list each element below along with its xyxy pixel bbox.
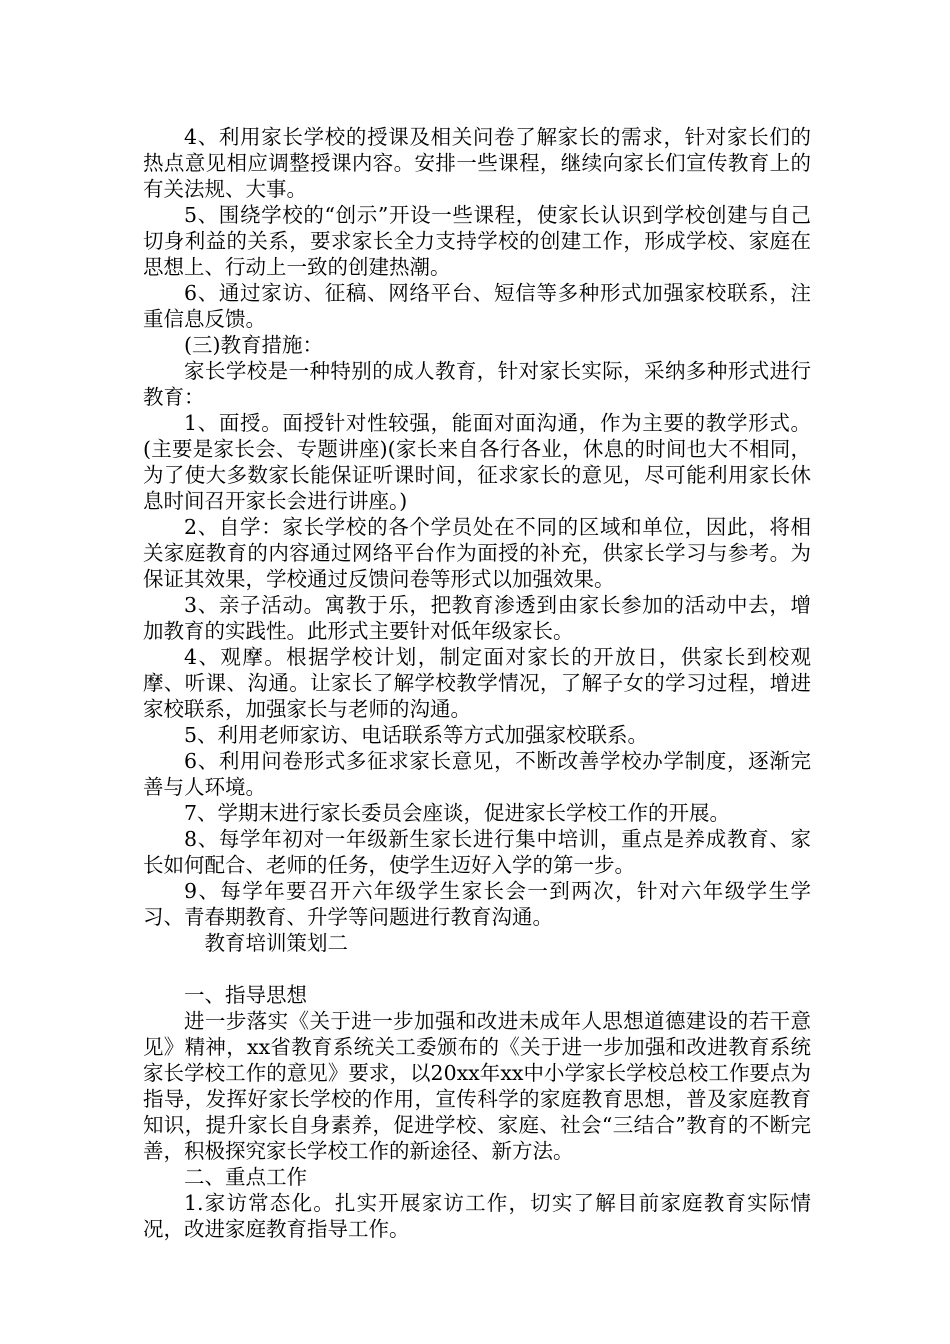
paragraph: 2、自学：家长学校的各个学员处在不同的区域和单位，因此，将相关家庭教育的内容通过网络平台作为面授的补充，供家长学习与参考。为保证其效果，学校通过反馈问卷等形式以加强效果。 — [143, 515, 811, 591]
paragraph: 1.家访常态化。扎实开展家访工作，切实了解目前家庭教育实际情况，改进家庭教育指导工作。 — [143, 1191, 811, 1241]
paragraph: 4、利用家长学校的授课及相关问卷了解家长的需求，针对家长们的热点意见相应调整授课内容。安排一些课程，继续向家长们宣传教育上的有关法规、大事。 — [143, 125, 811, 201]
paragraph: 家长学校是一种特别的成人教育，针对家长实际，采纳多种形式进行教育： — [143, 359, 811, 409]
paragraph: 8、每学年初对一年级新生家长进行集中培训，重点是养成教育、家长如何配合、老师的任务，使学生迈好入学的第一步。 — [143, 827, 811, 877]
subheading: 二、重点工作 — [184, 1165, 307, 1189]
paragraph: 1、面授。面授针对性较强，能面对面沟通，作为主要的教学形式。(主要是家长会、专题讲座)(家长来自各行各业，休息的时间也大不相同，为了使大多数家长能保证听课时间，征求家长的意见，尽可能利用家长休息时间召开家长会进行讲座。) — [143, 411, 811, 513]
paragraph: 6、通过家访、征稿、网络平台、短信等多种形式加强家校联系，注重信息反馈。 — [143, 281, 811, 331]
blank-line — [143, 956, 811, 982]
paragraph: 5、围绕学校的“创示”开设一些课程，使家长认识到学校创建与自己切身利益的关系，要求家长全力支持学校的创建工作，形成学校、家庭在思想上、行动上一致的创建热潮。 — [143, 203, 811, 279]
document-body — [143, 124, 811, 1242]
paragraph: 进一步落实《关于进一步加强和改进未成年人思想道德建设的若干意见》精神，xx省教育系统关工委颁布的《关于进一步加强和改进教育系统家长学校工作的意见》要求，以20xx年xx中小学家长学校总校工作要点为指导，发挥好家长学校的作用，宣传科学的家庭教育思想，普及家庭教育知识，提升家长自身素养，促进学校、家庭、社会“三结合”教育的不断完善，积极探究家长学校工作的新途径、新方法。 — [143, 1009, 811, 1163]
paragraph: 3、亲子活动。寓教于乐，把教育渗透到由家长参加的活动中去，增加教育的实践性。此形式主要针对低年级家长。 — [143, 593, 811, 643]
paragraph: 4、观摩。根据学校计划，制定面对家长的开放日，供家长到校观摩、听课、沟通。让家长了解学校教学情况，了解子女的学习过程，增进家校联系，加强家长与老师的沟通。 — [143, 645, 811, 721]
paragraph: 9、每学年要召开六年级学生家长会一到两次，针对六年级学生学习、青春期教育、升学等问题进行教育沟通。 — [143, 879, 811, 929]
subheading: (三)教育措施： — [184, 333, 323, 357]
paragraph: 7、学期末进行家长委员会座谈，促进家长学校工作的开展。 — [184, 801, 731, 825]
subheading: 一、指导思想 — [184, 983, 307, 1007]
section-title: 教育培训策划二 — [204, 931, 348, 955]
paragraph: 5、利用老师家访、电话联系等方式加强家校联系。 — [184, 723, 649, 747]
paragraph: 6、利用问卷形式多征求家长意见，不断改善学校办学制度，逐渐完善与人环境。 — [143, 749, 811, 799]
